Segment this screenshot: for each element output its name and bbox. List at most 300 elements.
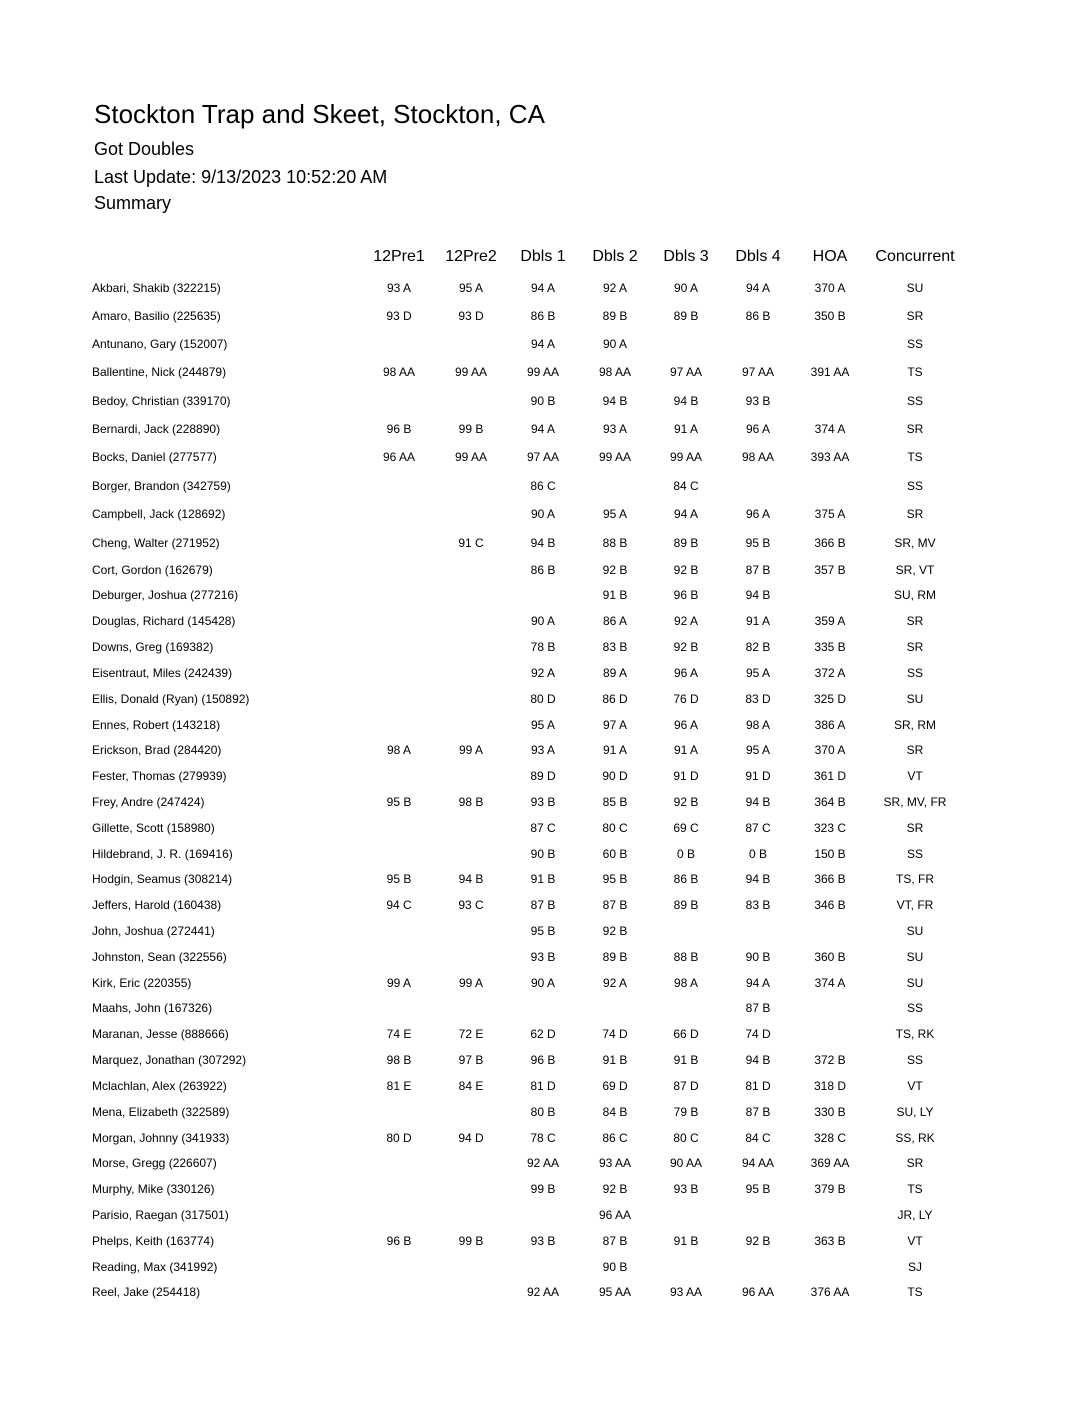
score-cell: 80 D (530, 692, 556, 706)
score-cell: 93 AA (598, 1156, 632, 1170)
shooter-name: Hodgin, Seamus (308214) (92, 872, 233, 886)
score-cell: 74 D (602, 1027, 628, 1041)
score-cell: 95 B (745, 1182, 771, 1196)
score-cell: 74 D (745, 1027, 771, 1041)
score-cell: 91 B (530, 872, 556, 886)
score-cell: 90 AA (669, 1156, 703, 1170)
score-cell: 92 B (602, 563, 628, 577)
score-cell: 83 B (602, 640, 628, 654)
score-cell: 92 A (602, 976, 628, 990)
score-cell: 91 A (745, 614, 771, 628)
shooter-name: Erickson, Brad (284420) (92, 743, 222, 757)
score-cell: 93 B (530, 950, 556, 964)
score-cell: 363 B (814, 1234, 846, 1248)
score-cell: 76 D (673, 692, 699, 706)
score-cell: 89 B (602, 309, 628, 323)
score-cell: 99 AA (526, 365, 560, 379)
concurrent-cell: SU (906, 281, 924, 295)
table-row (0, 1156, 1088, 1176)
score-cell: 87 B (602, 1234, 628, 1248)
score-cell: 92 A (673, 614, 699, 628)
score-cell: 94 D (458, 1131, 484, 1145)
score-cell: 85 B (602, 795, 628, 809)
score-cell: 90 A (530, 614, 556, 628)
concurrent-cell: SU (906, 976, 924, 990)
shooter-name: Morgan, Johnny (341933) (92, 1131, 230, 1145)
concurrent-cell: SS (906, 479, 923, 493)
column-header-dbls1: Dbls 1 (520, 248, 566, 265)
score-cell: 97 AA (669, 365, 703, 379)
score-cell: 91 C (458, 536, 484, 550)
score-cell: 96 AA (741, 1285, 775, 1299)
concurrent-cell: SR (906, 821, 924, 835)
table-row (0, 692, 1088, 712)
score-cell: 97 B (458, 1053, 484, 1067)
shooter-name: Borger, Brandon (342759) (92, 479, 231, 493)
score-cell: 99 A (386, 976, 412, 990)
score-cell: 84 E (458, 1079, 484, 1093)
score-cell: 90 A (530, 507, 556, 521)
score-cell: 374 A (814, 422, 846, 436)
table-row (0, 1079, 1088, 1099)
score-cell: 98 AA (598, 365, 632, 379)
shooter-name: Cheng, Walter (271952) (92, 536, 220, 550)
score-cell: 80 C (602, 821, 628, 835)
score-cell: 92 B (673, 640, 699, 654)
score-cell: 98 B (386, 1053, 412, 1067)
table-row (0, 1208, 1088, 1228)
score-cell: 98 A (673, 976, 699, 990)
score-cell: 80 D (386, 1131, 412, 1145)
shooter-name: Mclachlan, Alex (263922) (92, 1079, 227, 1093)
shooter-name: Douglas, Richard (145428) (92, 614, 236, 628)
score-cell: 84 C (673, 479, 699, 493)
score-cell: 98 B (458, 795, 484, 809)
score-cell: 94 B (530, 536, 556, 550)
score-cell: 86 B (673, 872, 699, 886)
table-row (0, 1182, 1088, 1202)
score-cell: 379 B (814, 1182, 846, 1196)
shooter-name: Frey, Andre (247424) (92, 795, 205, 809)
score-cell: 87 B (530, 898, 556, 912)
score-cell: 93 A (386, 281, 412, 295)
score-cell: 94 B (745, 795, 771, 809)
shooter-name: Bocks, Daniel (277577) (92, 450, 217, 464)
score-cell: 95 A (745, 743, 771, 757)
score-cell: 98 AA (382, 365, 416, 379)
score-cell: 357 B (814, 563, 846, 577)
score-cell: 93 C (458, 898, 484, 912)
score-cell: 93 B (673, 1182, 699, 1196)
score-cell: 372 B (814, 1053, 846, 1067)
score-cell: 81 E (386, 1079, 412, 1093)
score-cell: 98 A (745, 718, 771, 732)
concurrent-cell: SJ (907, 1260, 922, 1274)
column-header-dbls4: Dbls 4 (735, 248, 781, 265)
shooter-name: Deburger, Joshua (277216) (92, 588, 239, 602)
score-cell: 93 A (602, 422, 628, 436)
score-cell: 91 B (673, 1053, 699, 1067)
shooter-name: Phelps, Keith (163774) (92, 1234, 215, 1248)
score-cell: 350 B (814, 309, 846, 323)
concurrent-cell: TS (907, 450, 923, 464)
score-cell: 96 A (745, 422, 771, 436)
score-cell: 69 C (673, 821, 699, 835)
score-cell: 96 B (386, 422, 412, 436)
score-cell: 90 A (530, 976, 556, 990)
score-cell: 0 B (748, 847, 767, 861)
score-cell: 88 B (673, 950, 699, 964)
shooter-name: Marquez, Jonathan (307292) (92, 1053, 247, 1067)
shooter-name: Kirk, Eric (220355) (92, 976, 192, 990)
shooter-name: John, Joshua (272441) (92, 924, 215, 938)
score-cell: 95 A (458, 281, 484, 295)
score-cell: 89 B (602, 950, 628, 964)
table-row (0, 507, 1088, 527)
shooter-name: Downs, Greg (169382) (92, 640, 214, 654)
column-header-dbls3: Dbls 3 (663, 248, 709, 265)
last-update-text: Last Update: 9/13/2023 10:52:20 AM (94, 167, 388, 187)
score-cell: 95 B (386, 872, 412, 886)
shooter-name: Campbell, Jack (128692) (92, 507, 226, 521)
score-cell: 90 A (673, 281, 699, 295)
score-cell: 97 A (602, 718, 628, 732)
shooter-name: Johnston, Sean (322556) (92, 950, 227, 964)
score-cell: 94 A (530, 337, 556, 351)
score-cell: 86 C (602, 1131, 628, 1145)
score-cell: 386 A (814, 718, 846, 732)
score-cell: 91 D (745, 769, 771, 783)
score-cell: 84 B (602, 1105, 628, 1119)
score-cell: 96 B (530, 1053, 556, 1067)
table-row (0, 847, 1088, 867)
score-cell: 99 B (458, 422, 484, 436)
score-cell: 95 B (530, 924, 556, 938)
score-cell: 99 B (458, 1234, 484, 1248)
section-label: Summary (94, 193, 172, 213)
score-cell: 93 B (530, 1234, 556, 1248)
score-cell: 96 AA (382, 450, 416, 464)
score-cell: 90 B (602, 1260, 628, 1274)
score-cell: 84 C (745, 1131, 771, 1145)
score-cell: 78 B (530, 640, 556, 654)
score-cell: 94 A (745, 976, 771, 990)
table-row (0, 743, 1088, 763)
table-row (0, 309, 1088, 329)
score-cell: 375 A (814, 507, 846, 521)
score-cell: 95 B (386, 795, 412, 809)
score-cell: 86 B (745, 309, 771, 323)
score-cell: 94 B (745, 1053, 771, 1067)
score-cell: 94 A (530, 281, 556, 295)
table-row (0, 1027, 1088, 1047)
score-cell: 87 D (673, 1079, 699, 1093)
score-cell: 99 B (530, 1182, 556, 1196)
score-cell: 98 AA (741, 450, 775, 464)
score-cell: 96 AA (598, 1208, 632, 1222)
score-cell: 393 AA (810, 450, 850, 464)
score-cell: 86 B (530, 563, 556, 577)
table-row (0, 422, 1088, 442)
score-cell: 86 D (602, 692, 628, 706)
score-cell: 86 B (530, 309, 556, 323)
table-row (0, 337, 1088, 357)
score-cell: 370 A (814, 281, 846, 295)
concurrent-cell: SR (906, 422, 924, 436)
score-cell: 88 B (602, 536, 628, 550)
concurrent-cell: TS, RK (895, 1027, 935, 1041)
shooter-name: Maahs, John (167326) (92, 1001, 213, 1015)
concurrent-cell: SU, LY (896, 1105, 934, 1119)
score-cell: 83 D (745, 692, 771, 706)
score-cell: 90 D (602, 769, 628, 783)
score-cell: 91 B (602, 1053, 628, 1067)
score-cell: 94 A (530, 422, 556, 436)
score-cell: 360 B (814, 950, 846, 964)
column-header-concurrent: Concurrent (875, 248, 955, 265)
concurrent-cell: SU (906, 692, 924, 706)
table-row (0, 1053, 1088, 1073)
concurrent-cell: VT (907, 1234, 923, 1248)
table-row (0, 588, 1088, 608)
score-cell: 99 AA (454, 450, 488, 464)
score-cell: 87 B (745, 1001, 771, 1015)
score-cell: 94 B (458, 872, 484, 886)
table-row (0, 479, 1088, 499)
shooter-name: Ellis, Donald (Ryan) (150892) (92, 692, 250, 706)
concurrent-cell: SR, MV, FR (883, 795, 947, 809)
score-cell: 94 A (745, 281, 771, 295)
score-cell: 92 B (602, 924, 628, 938)
score-cell: 94 B (673, 394, 699, 408)
table-row (0, 872, 1088, 892)
score-cell: 94 AA (741, 1156, 775, 1170)
concurrent-cell: SR (906, 640, 924, 654)
score-cell: 69 D (602, 1079, 628, 1093)
score-cell: 90 B (745, 950, 771, 964)
table-row (0, 536, 1088, 556)
score-cell: 372 A (814, 666, 846, 680)
score-cell: 0 B (676, 847, 695, 861)
score-cell: 96 B (673, 588, 699, 602)
table-row (0, 1260, 1088, 1280)
shooter-name: Ballentine, Nick (244879) (92, 365, 227, 379)
score-cell: 359 A (814, 614, 846, 628)
table-row (0, 614, 1088, 634)
concurrent-cell: SR, VT (895, 563, 935, 577)
score-cell: 80 B (530, 1105, 556, 1119)
shooter-name: Murphy, Mike (330126) (92, 1182, 215, 1196)
score-cell: 325 D (813, 692, 847, 706)
score-cell: 78 C (530, 1131, 556, 1145)
score-cell: 95 B (745, 536, 771, 550)
score-cell: 364 B (814, 795, 846, 809)
score-cell: 94 B (745, 872, 771, 886)
table-row (0, 718, 1088, 738)
score-cell: 95 A (602, 507, 628, 521)
shooter-name: Cort, Gordon (162679) (92, 563, 213, 577)
score-cell: 330 B (814, 1105, 846, 1119)
score-cell: 95 B (602, 872, 628, 886)
concurrent-cell: VT (907, 769, 923, 783)
table-row (0, 924, 1088, 944)
column-header-hoa: HOA (812, 248, 848, 265)
score-cell: 391 AA (810, 365, 850, 379)
shooter-name: Jeffers, Harold (160438) (92, 898, 222, 912)
table-row (0, 1131, 1088, 1151)
shooter-name: Antunano, Gary (152007) (92, 337, 228, 351)
table-row (0, 795, 1088, 815)
shooter-name: Fester, Thomas (279939) (92, 769, 227, 783)
score-cell: 99 A (458, 976, 484, 990)
score-cell: 92 B (673, 795, 699, 809)
table-row (0, 365, 1088, 385)
page-title: Stockton Trap and Skeet, Stockton, CA (94, 99, 545, 129)
score-cell: 346 B (814, 898, 846, 912)
score-cell: 89 B (673, 898, 699, 912)
score-cell: 90 B (530, 394, 556, 408)
score-cell: 94 A (673, 507, 699, 521)
score-cell: 94 B (602, 394, 628, 408)
score-cell: 96 A (673, 718, 699, 732)
table-row (0, 898, 1088, 918)
score-cell: 99 AA (669, 450, 703, 464)
score-cell: 366 B (814, 872, 846, 886)
shooter-name: Maranan, Jesse (888666) (92, 1027, 229, 1041)
concurrent-cell: SS (906, 1053, 923, 1067)
concurrent-cell: VT, FR (896, 898, 934, 912)
score-cell: 99 A (458, 743, 484, 757)
table-row (0, 563, 1088, 583)
table-row (0, 769, 1088, 789)
concurrent-cell: TS (907, 1182, 923, 1196)
table-row (0, 394, 1088, 414)
score-cell: 79 B (673, 1105, 699, 1119)
concurrent-cell: SS, RK (895, 1131, 935, 1145)
column-header-12pre2: 12Pre2 (445, 248, 497, 265)
shooter-name: Gillette, Scott (158980) (92, 821, 215, 835)
shooter-name: Ennes, Robert (143218) (92, 718, 221, 732)
score-cell: 94 C (386, 898, 412, 912)
score-cell: 90 A (602, 337, 628, 351)
table-row (0, 950, 1088, 970)
score-cell: 95 A (530, 718, 556, 732)
score-cell: 86 C (530, 479, 556, 493)
concurrent-cell: SS (906, 666, 923, 680)
shooter-name: Hildebrand, J. R. (169416) (92, 847, 233, 861)
score-cell: 60 B (602, 847, 628, 861)
score-cell: 82 B (745, 640, 771, 654)
concurrent-cell: VT (907, 1079, 923, 1093)
score-cell: 91 D (673, 769, 699, 783)
concurrent-cell: SS (906, 1001, 923, 1015)
column-header-12pre1: 12Pre1 (373, 248, 425, 265)
score-cell: 98 A (386, 743, 412, 757)
score-cell: 92 B (745, 1234, 771, 1248)
score-cell: 80 C (673, 1131, 699, 1145)
score-cell: 97 AA (741, 365, 775, 379)
score-cell: 86 A (602, 614, 628, 628)
table-row (0, 821, 1088, 841)
shooter-name: Morse, Gregg (226607) (92, 1156, 217, 1170)
concurrent-cell: SR (906, 507, 924, 521)
score-cell: 95 AA (598, 1285, 632, 1299)
score-cell: 91 A (673, 422, 699, 436)
score-cell: 74 E (386, 1027, 412, 1041)
score-cell: 91 B (602, 588, 628, 602)
score-cell: 92 B (673, 563, 699, 577)
score-cell: 376 AA (810, 1285, 850, 1299)
score-cell: 92 AA (526, 1285, 560, 1299)
score-cell: 369 AA (810, 1156, 850, 1170)
column-header-dbls2: Dbls 2 (592, 248, 638, 265)
score-cell: 92 A (530, 666, 556, 680)
score-cell: 150 B (814, 847, 846, 861)
score-cell: 370 A (814, 743, 846, 757)
table-row (0, 1105, 1088, 1125)
score-cell: 318 D (813, 1079, 847, 1093)
table-row (0, 1001, 1088, 1021)
score-cell: 99 AA (598, 450, 632, 464)
concurrent-cell: SR (906, 743, 924, 757)
score-cell: 83 B (745, 898, 771, 912)
concurrent-cell: TS (907, 1285, 923, 1299)
score-cell: 95 A (745, 666, 771, 680)
score-cell: 66 D (673, 1027, 699, 1041)
concurrent-cell: SS (906, 337, 923, 351)
score-cell: 94 B (745, 588, 771, 602)
score-cell: 93 B (745, 394, 771, 408)
score-cell: 335 B (814, 640, 846, 654)
score-cell: 374 A (814, 976, 846, 990)
score-cell: 81 D (745, 1079, 771, 1093)
concurrent-cell: SU (906, 950, 924, 964)
concurrent-cell: SU (906, 924, 924, 938)
table-row (0, 1285, 1088, 1305)
score-cell: 89 B (673, 536, 699, 550)
score-cell: 93 B (530, 795, 556, 809)
score-cell: 72 E (458, 1027, 484, 1041)
concurrent-cell: SS (906, 394, 923, 408)
score-cell: 93 A (530, 743, 556, 757)
score-cell: 87 B (745, 1105, 771, 1119)
score-cell: 89 A (602, 666, 628, 680)
score-cell: 323 C (813, 821, 847, 835)
score-cell: 62 D (530, 1027, 556, 1041)
table-row (0, 1234, 1088, 1254)
shooter-name: Akbari, Shakib (322215) (92, 281, 221, 295)
table-row (0, 666, 1088, 686)
score-cell: 93 AA (669, 1285, 703, 1299)
shooter-name: Reel, Jake (254418) (92, 1285, 201, 1299)
score-cell: 92 A (602, 281, 628, 295)
shooter-name: Amaro, Basilio (225635) (92, 309, 221, 323)
score-cell: 87 C (745, 821, 771, 835)
concurrent-cell: SR, MV (894, 536, 936, 550)
shooter-name: Mena, Elizabeth (322589) (92, 1105, 230, 1119)
score-cell: 361 D (813, 769, 847, 783)
shooter-name: Eisentraut, Miles (242439) (92, 666, 233, 680)
concurrent-cell: SR (906, 309, 924, 323)
score-cell: 93 D (458, 309, 484, 323)
concurrent-cell: SU, RM (894, 588, 936, 602)
table-row (0, 976, 1088, 996)
score-cell: 99 AA (454, 365, 488, 379)
score-cell: 366 B (814, 536, 846, 550)
event-subtitle: Got Doubles (94, 139, 195, 159)
table-row (0, 281, 1088, 301)
score-cell: 89 B (673, 309, 699, 323)
